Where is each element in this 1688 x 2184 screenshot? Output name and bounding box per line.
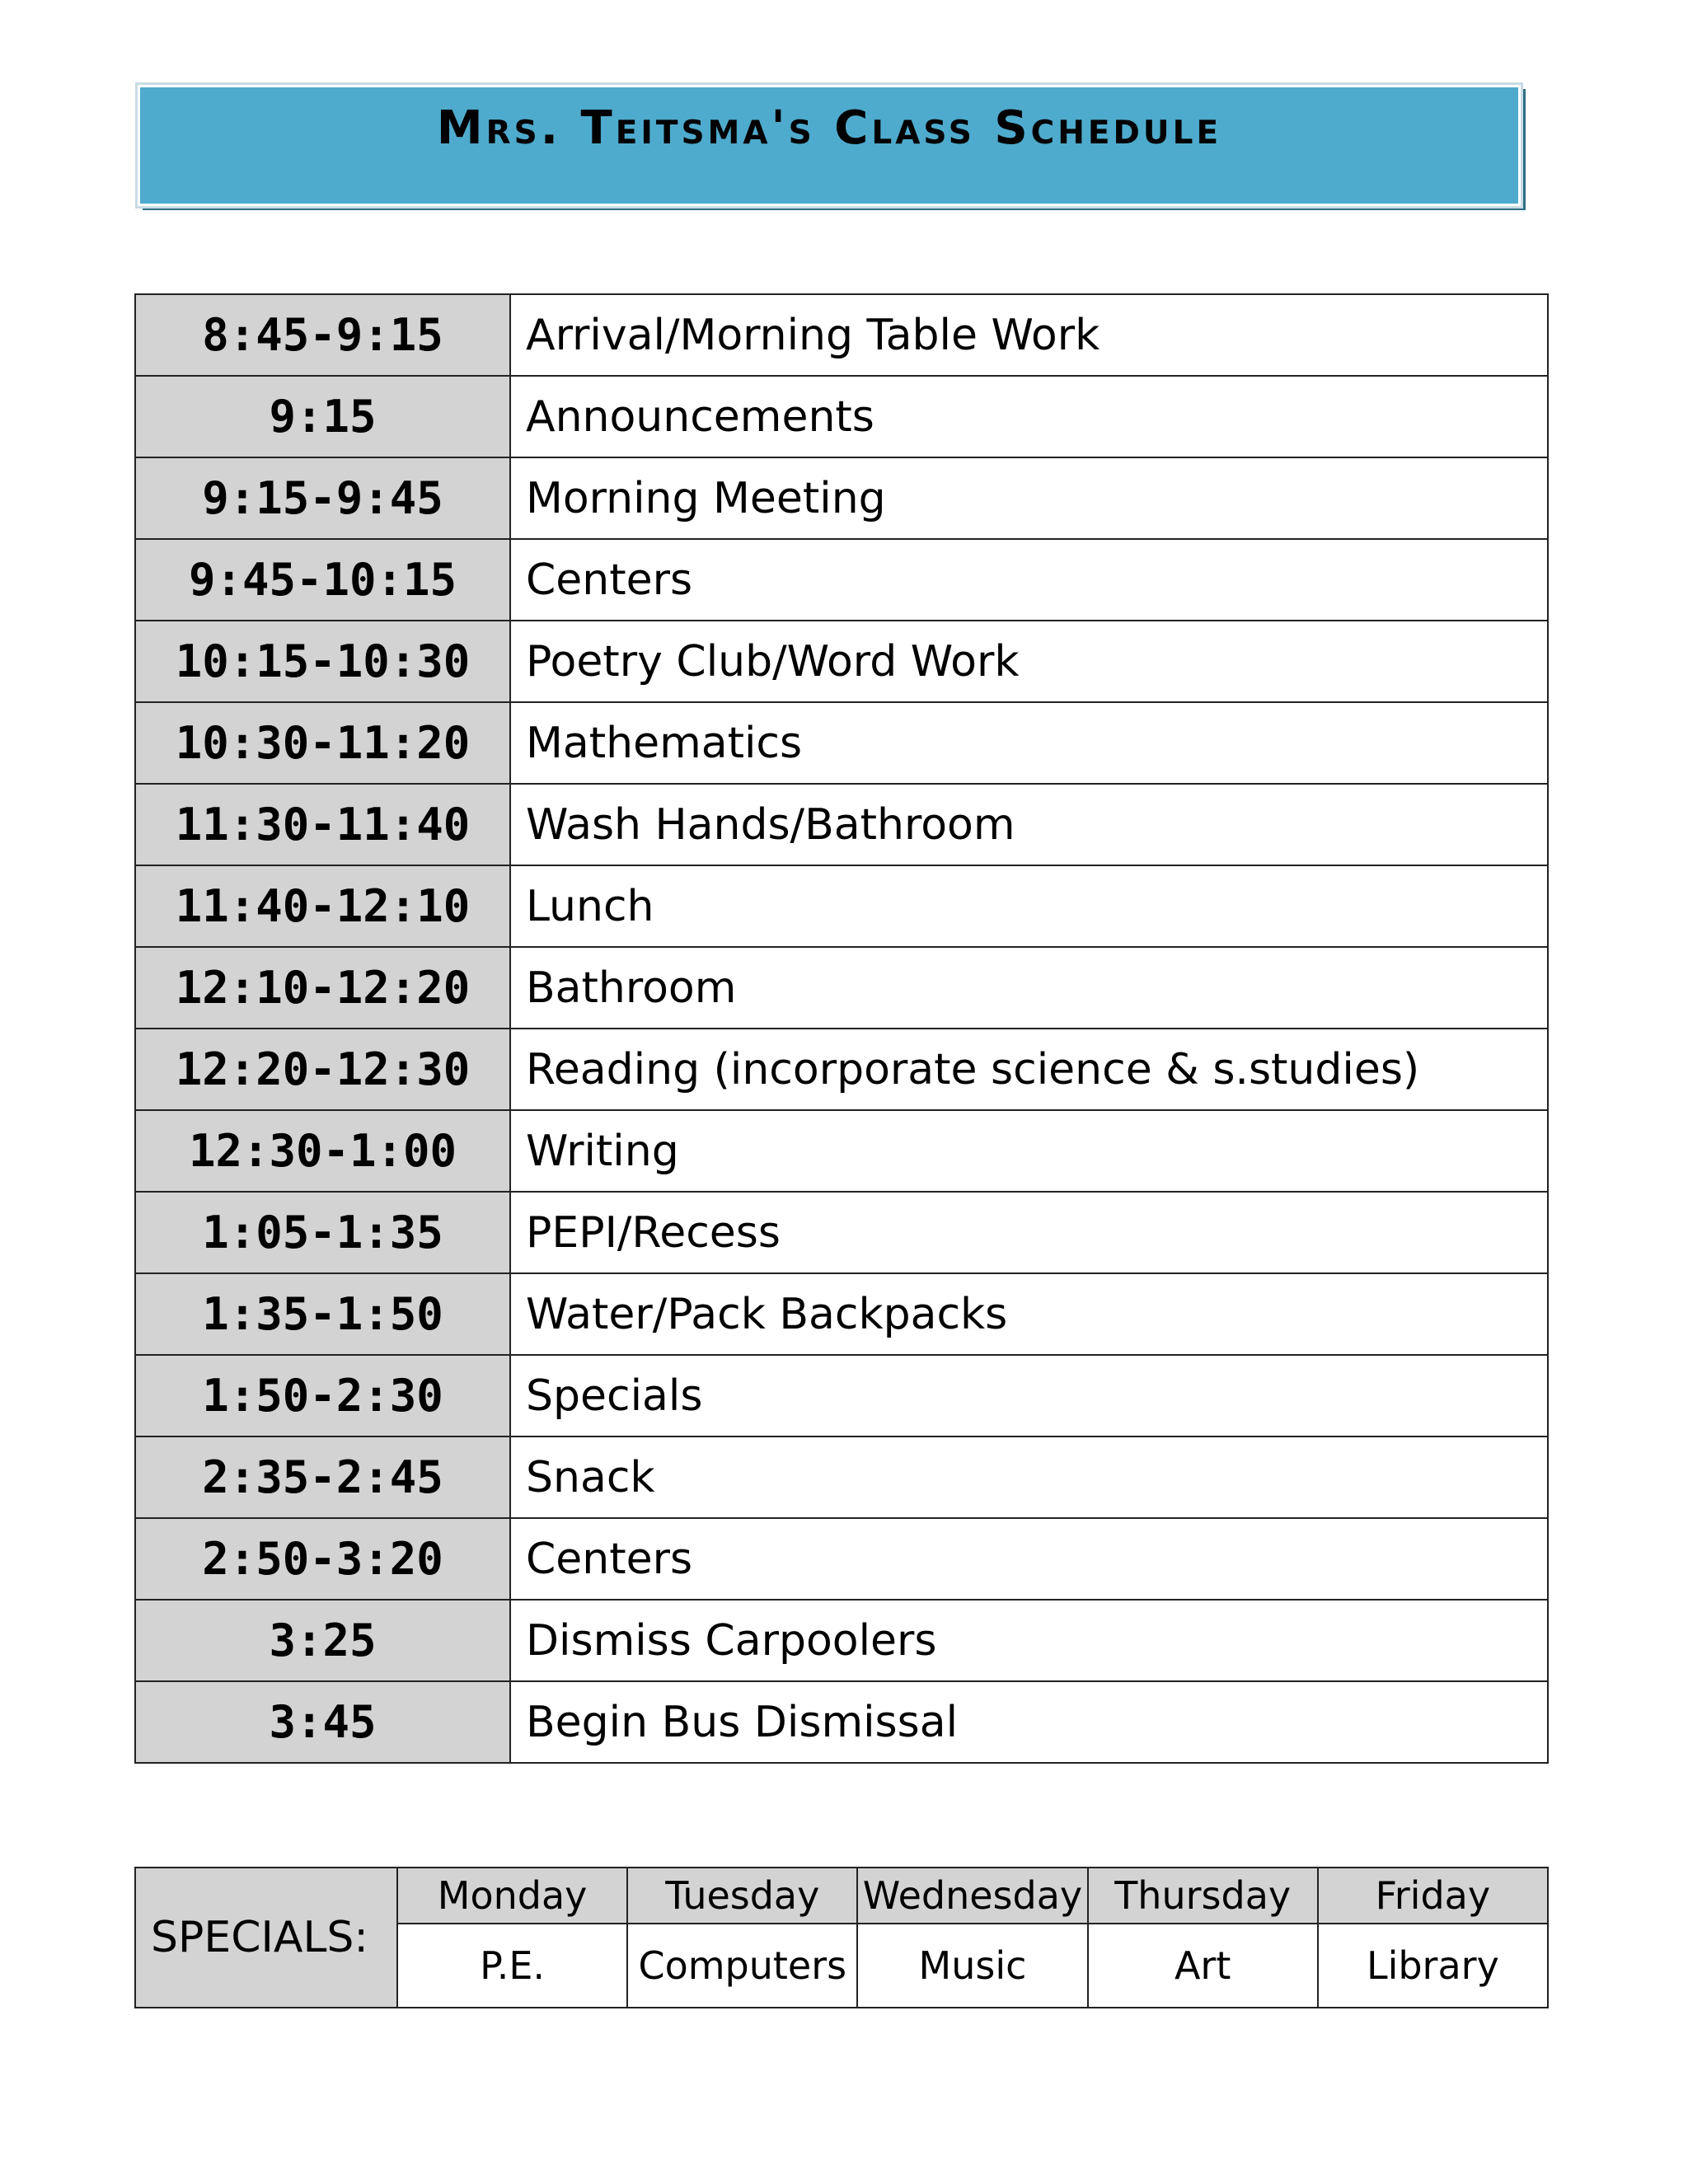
schedule-time: 10:15-10:30 (135, 621, 510, 702)
specials-day: Thursday (1088, 1868, 1318, 1924)
schedule-activity: Wash Hands/Bathroom (510, 784, 1548, 865)
schedule-row (135, 1355, 1548, 1436)
schedule-row (135, 1600, 1548, 1681)
schedule-activity: Lunch (510, 865, 1548, 947)
specials-subject: Art (1088, 1924, 1318, 2008)
schedule-time: 3:25 (135, 1600, 510, 1681)
schedule-time: 9:45-10:15 (135, 539, 510, 621)
page-title: Mrs. Teitsma's Class Schedule (436, 101, 1222, 155)
schedule-row (135, 1518, 1548, 1600)
schedule-activity: Begin Bus Dismissal (510, 1681, 1548, 1763)
schedule-activity: Reading (incorporate science & s.studies) (510, 1029, 1548, 1110)
schedule-activity: PEPI/Recess (510, 1192, 1548, 1273)
schedule-time: 12:30-1:00 (135, 1110, 510, 1192)
schedule-activity: Specials (510, 1355, 1548, 1436)
specials-day: Tuesday (627, 1868, 857, 1924)
specials-table (134, 1867, 1549, 2008)
schedule-row (135, 1192, 1548, 1273)
schedule-time: 8:45-9:15 (135, 294, 510, 376)
schedule-time: 1:50-2:30 (135, 1355, 510, 1436)
schedule-time: 9:15-9:45 (135, 457, 510, 539)
schedule-activity: Bathroom (510, 947, 1548, 1029)
schedule-row (135, 702, 1548, 784)
schedule-row (135, 1436, 1548, 1518)
schedule-time: 12:10-12:20 (135, 947, 510, 1029)
specials-days-row (135, 1868, 1548, 1924)
schedule-time: 12:20-12:30 (135, 1029, 510, 1110)
schedule-activity: Centers (510, 1518, 1548, 1600)
specials-subject: Music (857, 1924, 1087, 2008)
schedule-time: 1:05-1:35 (135, 1192, 510, 1273)
schedule-time: 3:45 (135, 1681, 510, 1763)
schedule-row (135, 621, 1548, 702)
schedule-activity: Morning Meeting (510, 457, 1548, 539)
schedule-table (134, 293, 1549, 1764)
schedule-row (135, 865, 1548, 947)
schedule-time: 2:50-3:20 (135, 1518, 510, 1600)
schedule-activity: Snack (510, 1436, 1548, 1518)
schedule-row (135, 294, 1548, 376)
schedule-row (135, 947, 1548, 1029)
schedule-row (135, 1029, 1548, 1110)
schedule-row (135, 784, 1548, 865)
schedule-activity: Announcements (510, 376, 1548, 457)
schedule-activity: Writing (510, 1110, 1548, 1192)
specials-subject: P.E. (397, 1924, 627, 2008)
schedule-activity: Mathematics (510, 702, 1548, 784)
schedule-activity: Dismiss Carpoolers (510, 1600, 1548, 1681)
schedule-time: 9:15 (135, 376, 510, 457)
schedule-activity: Arrival/Morning Table Work (510, 294, 1548, 376)
specials-subject: Library (1318, 1924, 1548, 2008)
schedule-activity: Poetry Club/Word Work (510, 621, 1548, 702)
specials-day: Wednesday (857, 1868, 1087, 1924)
specials-day: Friday (1318, 1868, 1548, 1924)
title-banner (138, 85, 1521, 206)
specials-label: SPECIALS: (135, 1868, 397, 2008)
schedule-row (135, 1110, 1548, 1192)
schedule-row (135, 1273, 1548, 1355)
schedule-row (135, 1681, 1548, 1763)
schedule-activity: Centers (510, 539, 1548, 621)
schedule-activity: Water/Pack Backpacks (510, 1273, 1548, 1355)
specials-subject: Computers (627, 1924, 857, 2008)
schedule-time: 11:40-12:10 (135, 865, 510, 947)
schedule-row (135, 376, 1548, 457)
specials-day: Monday (397, 1868, 627, 1924)
schedule-time: 2:35-2:45 (135, 1436, 510, 1518)
schedule-row (135, 457, 1548, 539)
schedule-row (135, 539, 1548, 621)
schedule-time: 10:30-11:20 (135, 702, 510, 784)
schedule-time: 1:35-1:50 (135, 1273, 510, 1355)
schedule-time: 11:30-11:40 (135, 784, 510, 865)
